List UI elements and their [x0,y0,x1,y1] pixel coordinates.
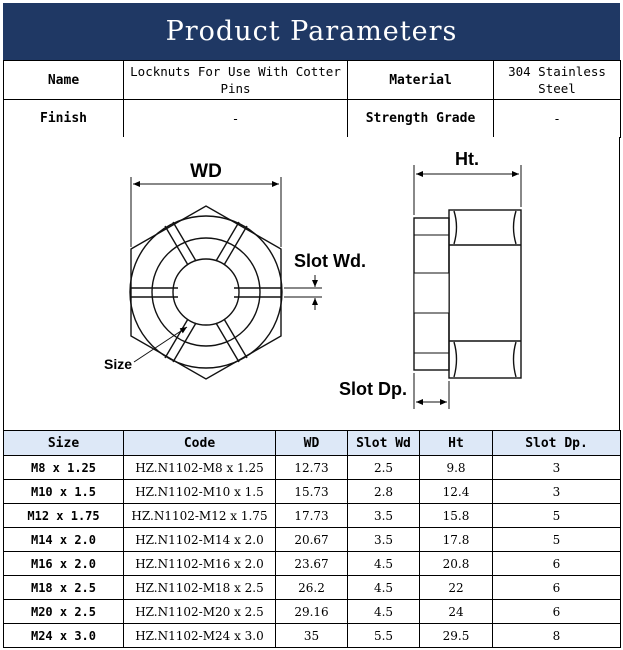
cell-size: M12 x 1.75 [4,504,124,528]
material-label: Material [348,61,494,100]
cell-wd: 12.73 [276,456,348,480]
cell-size: M10 x 1.5 [4,480,124,504]
cell-size: M8 x 1.25 [4,456,124,480]
name-label: Name [4,61,124,100]
table-row [4,504,621,528]
cell-code: HZ.N1102-M16 x 2.0 [124,552,276,576]
cell-slot-dp: 3 [493,456,621,480]
finish-value: - [124,100,348,138]
slot-ring [152,238,260,346]
finish-label: Finish [4,100,124,138]
table-row [4,624,621,648]
name-value: Locknuts For Use With Cotter Pins [124,61,348,100]
cell-ht: 12.4 [420,480,493,504]
cell-slot-dp: 8 [493,624,621,648]
cell-slot-dp: 6 [493,576,621,600]
cell-slot-wd: 2.5 [348,456,420,480]
nut-drawing [4,137,619,430]
header-wd: WD [276,431,348,456]
cell-wd: 23.67 [276,552,348,576]
cell-slot-dp: 5 [493,504,621,528]
params-table [3,60,621,138]
cell-slot-dp: 6 [493,552,621,576]
cell-slot-wd: 3.5 [348,504,420,528]
cell-ht: 29.5 [420,624,493,648]
header-slot-dp: Slot Dp. [493,431,621,456]
cell-slot-dp: 3 [493,480,621,504]
cell-code: HZ.N1102-M24 x 3.0 [124,624,276,648]
cell-wd: 15.73 [276,480,348,504]
side-slot [414,273,449,313]
material-value: 304 Stainless Steel [494,61,621,100]
cell-wd: 17.73 [276,504,348,528]
product-parameters-sheet [3,3,620,646]
table-row [4,456,621,480]
table-row [4,576,621,600]
cell-code: HZ.N1102-M18 x 2.5 [124,576,276,600]
table-row [4,480,621,504]
cell-wd: 35 [276,624,348,648]
cell-slot-wd: 4.5 [348,576,420,600]
cell-slot-dp: 5 [493,528,621,552]
table-row [4,552,621,576]
cell-wd: 29.16 [276,600,348,624]
cell-slot-wd: 4.5 [348,600,420,624]
strength-label: Strength Grade [348,100,494,138]
cell-ht: 15.8 [420,504,493,528]
header-code: Code [124,431,276,456]
table-row [4,600,621,624]
params-row-finish [4,100,621,138]
ht-label: Ht. [455,149,479,169]
size-label: Size [104,356,133,372]
slot-dp-label: Slot Dp. [339,379,407,399]
cell-code: HZ.N1102-M8 x 1.25 [124,456,276,480]
cell-code: HZ.N1102-M20 x 2.5 [124,600,276,624]
cell-ht: 24 [420,600,493,624]
cell-size: M18 x 2.5 [4,576,124,600]
slot-wd-label: Slot Wd. [294,251,366,271]
cell-code: HZ.N1102-M14 x 2.0 [124,528,276,552]
cell-code: HZ.N1102-M10 x 1.5 [124,480,276,504]
cell-wd: 20.67 [276,528,348,552]
spec-table [3,430,621,648]
nut-diagram [3,137,620,431]
cell-slot-dp: 6 [493,600,621,624]
strength-value: - [494,100,621,138]
header-ht: Ht [420,431,493,456]
cell-ht: 22 [420,576,493,600]
cell-slot-wd: 5.5 [348,624,420,648]
cell-size: M24 x 3.0 [4,624,124,648]
cell-ht: 20.8 [420,552,493,576]
chamfer-circle [130,216,282,368]
cell-ht: 17.8 [420,528,493,552]
hex-outline [131,206,281,379]
wd-label: WD [190,161,222,182]
table-row [4,528,621,552]
cell-size: M14 x 2.0 [4,528,124,552]
header-slot-wd: Slot Wd [348,431,420,456]
cell-slot-wd: 4.5 [348,552,420,576]
cell-ht: 9.8 [420,456,493,480]
cell-size: M20 x 2.5 [4,600,124,624]
cell-wd: 26.2 [276,576,348,600]
side-hex-body [449,210,521,378]
spec-header-row [4,431,621,456]
bore-circle [173,259,239,325]
cell-slot-wd: 2.8 [348,480,420,504]
params-row-name [4,61,621,100]
page-title: Product Parameters [3,3,620,60]
header-size: Size [4,431,124,456]
cell-size: M16 x 2.0 [4,552,124,576]
cell-slot-wd: 3.5 [348,528,420,552]
cell-code: HZ.N1102-M12 x 1.75 [124,504,276,528]
